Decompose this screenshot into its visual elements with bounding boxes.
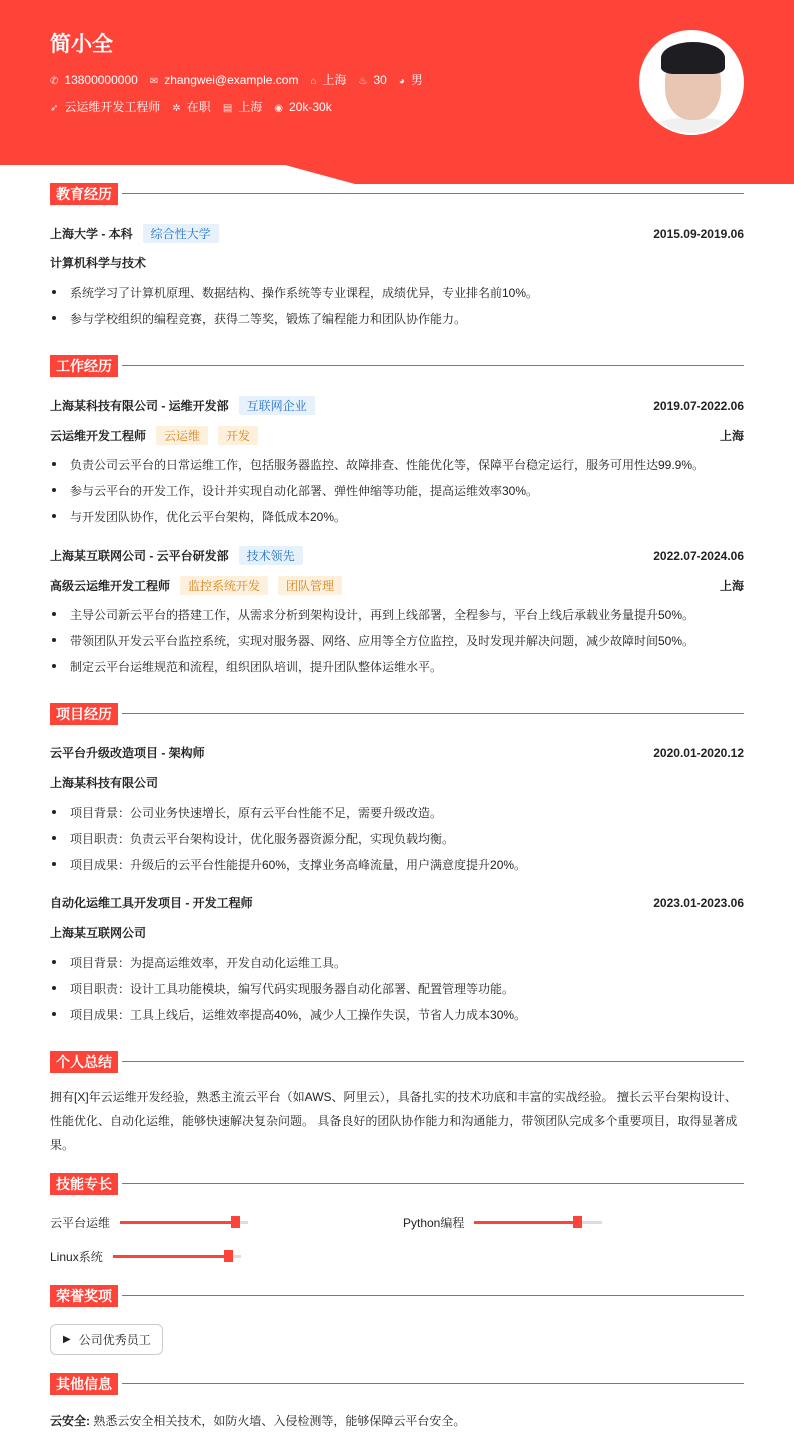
work-role <box>50 426 744 445</box>
section-title: 技能专长 <box>50 1173 118 1195</box>
tag: 综合性大学 <box>143 224 219 243</box>
phone-icon: ✆ <box>50 75 59 87</box>
tag: 技术领先 <box>239 546 303 565</box>
education-header <box>50 224 744 243</box>
list-item: 项目职责：设计工具功能模块，编写代码实现服务器自动化部署、配置管理等功能。 <box>50 980 744 997</box>
section-title: 项目经历 <box>50 703 118 725</box>
section-skills <box>50 1173 744 1195</box>
section-title: 其他信息 <box>50 1373 118 1395</box>
list-item: 项目职责：负责云平台架构设计，优化服务器资源分配，实现负载均衡。 <box>50 830 744 847</box>
gender: 男 <box>410 73 423 87</box>
location: 上海 <box>322 73 347 87</box>
section-work <box>50 355 744 377</box>
job-status: 在职 <box>186 100 211 114</box>
section-title: 荣誉奖项 <box>50 1285 118 1307</box>
building-icon: ▤ <box>222 103 233 114</box>
project-name: 云平台升级改造项目 - 架构师 <box>50 746 205 760</box>
date: 2019.07-2022.06 <box>653 398 744 413</box>
date: 2023.01-2023.06 <box>653 895 744 910</box>
city: 上海 <box>719 429 744 443</box>
home-icon: ⌂ <box>310 76 317 87</box>
section-education <box>50 183 744 205</box>
age: 30 <box>373 72 387 87</box>
award-item[interactable] <box>50 1324 163 1355</box>
skill-name: Python编程 <box>403 1216 465 1230</box>
section-other <box>50 1373 744 1395</box>
email: zhangwei@example.com <box>164 72 299 87</box>
work-header <box>50 396 744 415</box>
gender-icon: ◕ <box>398 76 405 87</box>
list-item: 负责公司云平台的日常运维工作，包括服务器监控、故障排查、性能优化等，保障平台稳定运行，服务可用性达99.9%。 <box>50 456 744 473</box>
job-row <box>50 98 332 115</box>
date: 2022.07-2024.06 <box>653 548 744 563</box>
work-role <box>50 576 744 595</box>
tag: 开发 <box>218 426 258 445</box>
skill-slider[interactable] <box>474 1221 602 1224</box>
list-item: 带领团队开发云平台监控系统，实现对服务器、网络、应用等全方位监控，及时发现并解决问题，减少故障时间50%。 <box>50 632 744 649</box>
school: 上海大学 - 本科 <box>50 227 133 241</box>
skill-item <box>403 1214 602 1231</box>
list-item: 制定云平台运维规范和流程，组织团队培训，提升团队整体运维水平。 <box>50 658 744 675</box>
tag: 互联网企业 <box>239 396 315 415</box>
other-text: 熟悉云安全相关技术，如防火墙、入侵检测等，能够保障云平台安全。 <box>93 1414 466 1428</box>
date: 2015.09-2019.06 <box>653 226 744 241</box>
contact-row <box>50 71 423 88</box>
skill-name: 云平台运维 <box>50 1216 111 1230</box>
skill-item <box>50 1214 248 1231</box>
cake-icon: ♨ <box>358 75 368 87</box>
company: 上海某科技有限公司 - 运维开发部 <box>50 399 229 413</box>
skill-name: Linux系统 <box>50 1250 103 1264</box>
list-item: 项目成果：升级后的云平台性能提升60%，支撑业务高峰流量，用户满意度提升20%。 <box>50 856 744 873</box>
other-info <box>50 1409 744 1433</box>
mail-icon: ✉ <box>149 75 159 87</box>
list-item: 参与云平台的开发工作，设计并实现自动化部署、弹性伸缩等功能，提高运维效率30%。 <box>50 482 744 499</box>
money-icon: ◉ <box>274 102 284 114</box>
skill-slider[interactable] <box>113 1255 241 1258</box>
role: 云运维开发工程师 <box>50 429 147 443</box>
project-name: 自动化运维工具开发项目 - 开发工程师 <box>50 896 253 910</box>
major: 计算机科学与技术 <box>50 256 147 270</box>
candidate-name: 简小全 <box>50 33 113 56</box>
list-item: 参与学校组织的编程竞赛，获得二等奖，锻炼了编程能力和团队协作能力。 <box>50 310 744 327</box>
tag: 团队管理 <box>278 576 342 595</box>
list-item: 主导公司新云平台的搭建工作，从需求分析到架构设计，再到上线部署，全程参与，平台上线后承载业务量提升50%。 <box>50 606 744 623</box>
summary-text: 拥有[X]年云运维开发经验，熟悉主流云平台（如AWS、阿里云），具备扎实的技术功底和丰富的实战经验。 擅长云平台架构设计、性能优化、自动化运维，能够快速解决复杂问题。 具备良好的团队协作能力和沟通能力，带领团队完成多个重要项目，取得显著成果。 <box>50 1090 738 1152</box>
caret-right-icon: ▶ <box>63 1334 71 1345</box>
tag: 云运维 <box>156 426 208 445</box>
project-header <box>50 894 744 911</box>
work-header <box>50 546 744 565</box>
section-title: 个人总结 <box>50 1051 118 1073</box>
job-title: 云运维开发工程师 <box>64 100 161 114</box>
list-item: 项目背景：为提高运维效率，开发自动化运维工具。 <box>50 954 744 971</box>
company: 上海某互联网公司 - 云平台研发部 <box>50 549 229 563</box>
skill-item <box>50 1248 241 1265</box>
list-item: 项目背景：公司业务快速增长，原有云平台性能不足，需要升级改造。 <box>50 804 744 821</box>
date: 2020.01-2020.12 <box>653 745 744 760</box>
job-city: 上海 <box>238 100 263 114</box>
tag: 监控系统开发 <box>180 576 268 595</box>
section-title: 教育经历 <box>50 183 118 205</box>
city: 上海 <box>719 579 744 593</box>
salary: 20k-30k <box>289 99 332 114</box>
other-label: 云安全: <box>50 1414 90 1428</box>
list-item: 系统学习了计算机原理、数据结构、操作系统等专业课程，成绩优异，专业排名前10%。 <box>50 284 744 301</box>
project-company: 上海某科技有限公司 <box>50 776 159 790</box>
list-item: 与开发团队协作，优化云平台架构，降低成本20%。 <box>50 508 744 525</box>
project-company: 上海某互联网公司 <box>50 926 147 940</box>
role: 高级云运维开发工程师 <box>50 579 171 593</box>
award-label: 公司优秀员工 <box>78 1333 151 1347</box>
section-title: 工作经历 <box>50 355 118 377</box>
list-item: 项目成果：工具上线后，运维效率提高40%，减少人工操作失误，节省人力成本30%。 <box>50 1006 744 1023</box>
skill-slider[interactable] <box>120 1221 248 1224</box>
phone: 13800000000 <box>64 72 138 87</box>
project-header <box>50 744 744 761</box>
gear-icon: ✲ <box>172 103 181 114</box>
send-icon: ➶ <box>50 103 59 114</box>
section-awards <box>50 1285 744 1307</box>
section-summary <box>50 1051 744 1073</box>
section-projects <box>50 703 744 725</box>
avatar <box>639 30 744 135</box>
